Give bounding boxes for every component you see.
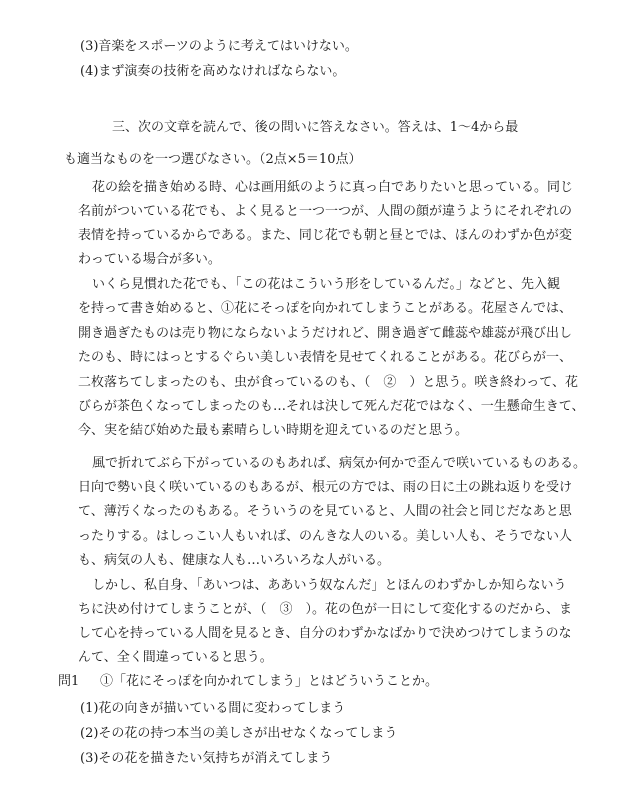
passage-line: たのも、時にはっとするぐらい美しい表情を見せてくれることがある。花びらが一、: [78, 350, 573, 365]
choice-4: (4)まず演奏の技術を高めなければならない。: [80, 64, 346, 79]
passage-line: も、病気の人も、健康な人も…いろいろな人がいる。: [78, 553, 391, 568]
passage-line: わっている場合が多い。: [78, 252, 221, 267]
passage-line: ったりする。はしっこい人もいれば、のんきな人のいる。美しい人も、そうでない人: [78, 529, 573, 544]
passage-line: しかし、私自身、「あいつは、ああいう奴なんだ」とほんのわずかしか知らないう: [92, 578, 567, 593]
passage-line: 表情を持っているからである。また、同じ花でも朝と昼とでは、ほんのわずか色が変: [78, 228, 572, 243]
passage-line: ちに決め付けてしまうことが、（ ③ ）。花の色が一日にして変化するのだから、ま: [78, 602, 573, 617]
answer-choice-3: (3)その花を描きたい気持ちが消えてしまう: [80, 751, 333, 766]
passage-line: 今、実を結び始めた最も素晴らしい時期を迎えているのだと思う。: [78, 423, 469, 438]
passage-line: んて、全く間違っていると思う。: [78, 650, 273, 665]
passage-line: を持って書き始めると、①花にそっぽを向かれてしまうことがある。花屋さんでは、: [78, 301, 573, 316]
passage-line: びらが茶色くなってしまったのも…それは決して死んだ花ではなく、一生懸命生きて、: [78, 399, 585, 414]
answer-choice-1: (1)花の向きが描いている間に変わってしまう: [80, 701, 346, 716]
choice-3: (3)音楽をスポーツのように考えてはいけない。: [80, 39, 358, 54]
passage-line: して心を持っている人間を見るとき、自分のわずかなばかりで決めつけてしまうのな: [78, 626, 572, 641]
passage-line: 風で折れてぶら下がっているのもあれば、病気か何かで歪んで咲いているものある。: [92, 456, 587, 471]
passage-line: 二枚落ちてしまったのも、虫が食っているのも、（ ② ）と思う。咲き終わって、花: [78, 375, 578, 390]
passage-line: 花の絵を描き始める時、心は画用紙のように真っ白でありたいと思っている。同じ: [92, 180, 574, 195]
section-heading-line-1: 三、次の文章を読んで、後の問いに答えなさい。答えは、1〜4から最: [112, 120, 519, 135]
passage-line: 名前がついている花でも、よく見ると一つ一つが、人間の顔が違うようにそれぞれの: [78, 204, 573, 219]
passage-line: 開き過ぎたものは売り物にならないようだけれど、開き過ぎて雌蕊や雄蕊が飛び出し: [78, 326, 573, 341]
passage-line: 日向で勢い良く咲いているのもあるが、根元の方では、雨の日に土の跳ね返りを受け: [78, 480, 573, 495]
passage-line: て、薄汚くなったのもある。そういうのを見ていると、人間の社会と同じだなあと思: [78, 504, 572, 519]
question-prompt: ①「花にそっぽを向かれてしまう」とはどういうことか。: [100, 674, 439, 689]
question-number: 問1: [58, 674, 80, 689]
passage-line: いくら見慣れた花でも、「この花はこういう形をしているんだ。」などと、先入観: [92, 277, 561, 292]
answer-choice-2: (2)その花の持つ本当の美しさが出せなくなってしまう: [80, 726, 398, 741]
section-heading-line-2: も適当なものを一つ選びなさい。（2点×5＝10点）: [64, 152, 362, 167]
